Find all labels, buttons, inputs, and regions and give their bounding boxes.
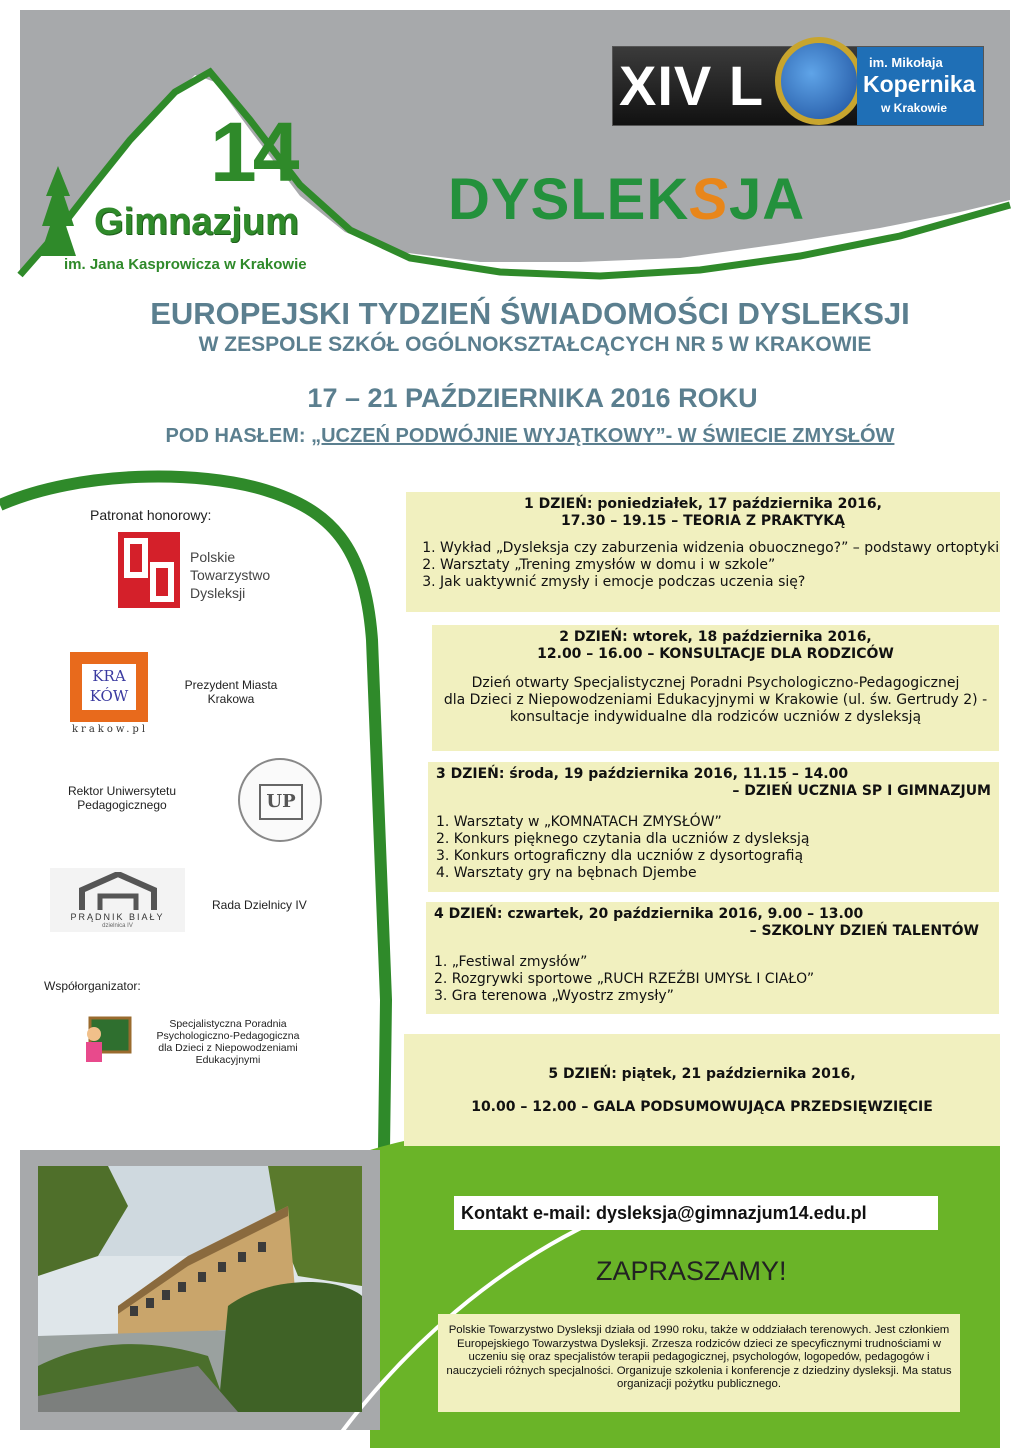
sub-title: W ZESPOLE SZKÓŁ OGÓLNOKSZTAŁCĄCYCH NR 5 W KRAKOWIE <box>198 333 872 356</box>
lo-line3: w Krakowie <box>881 101 948 115</box>
day4-item: 1. „Festiwal zmysłów” <box>434 954 588 970</box>
gimnazjum-patron: im. Jana Kasprowicza w Krakowie <box>64 256 307 273</box>
krakow-logo-2: KÓW <box>89 687 129 705</box>
dates-title: 17 – 21 PAŹDZIERNIKA 2016 ROKU <box>307 383 758 413</box>
motto-text: „UCZEŃ PODWÓJNIE WYJĄTKOWY”- W ŚWIECIE ZMYSŁÓW <box>311 425 895 447</box>
pradnik-logo <box>50 868 185 932</box>
patronat-label: Patronat honorowy: <box>90 507 212 523</box>
day2-body-2: dla Dzieci z Niepowodzeniami Edukacyjnymi w Krakowie (ul. św. Gertrudy 2) - <box>443 692 988 708</box>
ptd-name-1: Polskie <box>190 549 236 565</box>
prezydent-label: Prezydent Miasta Krakowa <box>184 678 278 706</box>
day1-list <box>412 540 1000 591</box>
day3-item: 2. Konkurs pięknego czytania dla uczniów z dysleksją <box>436 831 810 847</box>
krakow-logo-1: KRA <box>92 667 126 685</box>
lo-line2: Kopernika <box>863 71 976 97</box>
day4-item: 2. Rozgrywki sportowe „RUCH RZEŹBI UMYSŁ I CIAŁO” <box>434 971 815 987</box>
house-icon <box>78 872 158 912</box>
wspolorganizator-label: Współorganizator: <box>44 979 141 993</box>
day4-title1: 4 DZIEŃ: czwartek, 20 października 2016, 9.00 – 13.00 <box>434 906 864 922</box>
day5-title1: 5 DZIEŃ: piątek, 21 października 2016, <box>548 1066 856 1082</box>
day1-item: 1. Wykład „Dysleksja czy zaburzenia widzenia obuocznego?” – podstawy ortoptyki <box>440 540 994 557</box>
motto-prefix: POD HASŁEM: <box>165 425 312 447</box>
up-logo-text: UP <box>259 784 303 820</box>
pradnik-text: PRĄDNIK BIAŁY <box>70 912 165 922</box>
contact-email[interactable]: Kontakt e-mail: dysleksja@gimnazjum14.edu.pl <box>454 1196 938 1230</box>
day5-box <box>404 1034 1000 1146</box>
dysleksja-part1: DYSLEK <box>448 167 690 232</box>
krakow-logo-text <box>84 666 134 706</box>
ptd-name-2: Towarzystwo <box>190 567 271 583</box>
day3-title2: – DZIEŃ UCZNIA SP I GIMNAZJUM <box>732 783 991 799</box>
tree-icon <box>40 166 76 264</box>
day4-box <box>426 902 999 1014</box>
poradnia-label: Specjalistyczna Poradnia Psychologiczno-Pedagogiczna dla Dzieci z Niepowodzeniami Edukacyjnymi <box>156 1018 300 1066</box>
poradnia-icon <box>80 1014 134 1066</box>
gimnazjum-logo <box>64 105 308 280</box>
main-title: EUROPEJSKI TYDZIEŃ ŚWIADOMOŚCI DYSLEKSJI <box>150 296 910 331</box>
day5-title2: 10.00 – 12.00 – GALA PODSUMOWUJĄCA PRZEDSIĘWZIĘCIE <box>471 1099 933 1115</box>
day2-body-3: konsultacje indywidualne dla rodziców uczniów z dysleksją <box>509 709 922 725</box>
day3-item: 1. Warsztaty w „KOMNATACH ZMYSŁÓW” <box>436 814 722 830</box>
motto-line <box>0 425 1024 448</box>
day4-title2: – SZKOLNY DZIEŃ TALENTÓW <box>749 923 979 939</box>
xiv-lo-text: XIV L <box>619 54 765 117</box>
day1-item: 3. Jak uaktywnić zmysły i emocje podczas uczenia się? <box>440 574 994 591</box>
day3-box <box>428 762 999 892</box>
school-building-photo <box>38 1166 362 1412</box>
day1-item: 2. Warsztaty „Trening zmysłów w domu i w szkole” <box>440 557 994 574</box>
ptd-logo <box>118 532 180 608</box>
globe-icon <box>775 37 863 125</box>
day4-list <box>434 954 991 1005</box>
krakow-url: krakow.pl <box>72 724 149 735</box>
day3-list <box>436 814 991 882</box>
day4-item: 3. Gra terenowa „Wyostrz zmysły” <box>434 988 674 1004</box>
day2-body-1: Dzień otwarty Specjalistycznej Poradni Psychologiczno-Pedagogicznej <box>471 675 960 691</box>
ptd-note: Polskie Towarzystwo Dysleksji działa od 1990 roku, także w oddziałach terenowych. Jest członkiem Europejskiego Towarzystwa Dysleksji. Zrzesza rodziców dzieci ze specyficznymi trudnościami w uczeniu się oraz specjalistów terapii pedagogicznej, psychologów, logopedów, pedagogów i nauczycieli różnych specjalności. Organizuje szkolenia i konferencje z dziedziny dysleksji. Ma status organizacji pożytku publicznego. <box>438 1314 960 1412</box>
school-photo-illustration <box>38 1166 362 1412</box>
up-logo <box>238 758 322 842</box>
day1-box <box>406 492 1000 612</box>
gimnazjum-number: 14 <box>210 105 296 199</box>
ptd-name-3: Dysleksji <box>190 585 246 601</box>
gimnazjum-name: Gimnazjum <box>94 201 299 243</box>
day3-item: 3. Konkurs ortograficzny dla uczniów z dysortografią <box>436 848 804 864</box>
rada-label: Rada Dzielnicy IV <box>212 898 307 912</box>
xiv-lo-logo <box>612 46 984 126</box>
day2-box <box>432 625 999 751</box>
day2-body <box>438 675 993 726</box>
pradnik-sub: dzielnica IV <box>102 923 133 929</box>
day3-title1: 3 DZIEŃ: środa, 19 października 2016, 11.15 – 14.00 <box>436 766 849 782</box>
krakow-logo <box>70 652 148 722</box>
day3-item: 4. Warsztaty gry na bębnach Djembe <box>436 865 697 881</box>
day1-title2: 17.30 – 19.15 – TEORIA Z PRAKTYKĄ <box>561 513 845 529</box>
dysleksja-s: S <box>689 167 729 232</box>
day1-title1: 1 DZIEŃ: poniedziałek, 17 października 2016, <box>524 496 882 512</box>
ptd-name <box>190 548 270 602</box>
rektor-label: Rektor Uniwersytetu Pedagogicznego <box>67 784 177 812</box>
day2-title1: 2 DZIEŃ: wtorek, 18 października 2016, <box>559 629 872 645</box>
day2-title2: 12.00 – 16.00 – KONSULTACJE DLA RODZICÓW <box>537 646 894 662</box>
dysleksja-part2: JA <box>728 167 806 232</box>
dysleksja-logo <box>448 168 805 232</box>
invite-text: ZAPRASZAMY! <box>596 1256 787 1286</box>
lo-line1: im. Mikołaja <box>869 55 943 70</box>
